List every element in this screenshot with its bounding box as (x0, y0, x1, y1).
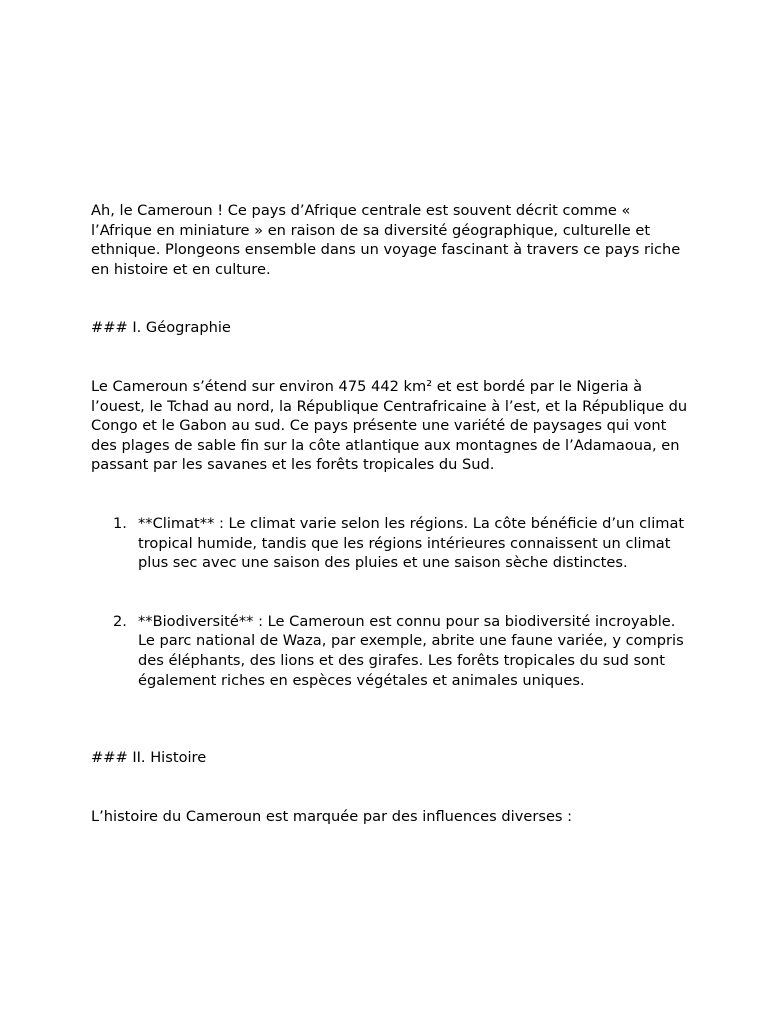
list-item (91, 514, 691, 573)
document-page (91, 201, 691, 826)
section-heading-histoire: ### II. Histoire (91, 749, 207, 767)
history-intro-paragraph: L’histoire du Cameroun est marquée par des influences diverses : (91, 807, 573, 825)
geography-paragraph: Le Cameroun s’étend sur environ 475 442 km² et est bordé par le Nigeria à l’ouest, le Tchad au nord, la République Centrafricaine à l’est, et la République du Congo et le Gabon au sud. Ce pays présente une variété de paysages qui vont des plages de sable fin sur la côte atlantique aux montagnes de l’Adamaoua, en passant par les savanes et les forêts tropicales du Sud. (91, 377, 688, 474)
geography-list (91, 514, 691, 690)
list-item (91, 612, 691, 690)
list-item-number: 2. (113, 612, 127, 630)
intro-paragraph: Ah, le Cameroun ! Ce pays d’Afrique centrale est souvent décrit comme « l’Afrique en miniature » en raison de sa diversité géographique, culturelle et ethnique. Plongeons ensemble dans un voyage fascinant à travers ce pays riche en histoire et en culture. (91, 202, 681, 278)
list-item-text: **Climat** : Le climat varie selon les régions. La côte bénéficie d’un climat tropical humide, tandis que les régions intérieures connaissent un climat plus sec avec une saison des pluies et une saison sèche distinctes. (138, 514, 685, 572)
list-item-text: **Biodiversité** : Le Cameroun est connu pour sa biodiversité incroyable. Le parc national de Waza, par exemple, abrite une faune variée, y compris des éléphants, des lions et des girafes. Les forêts tropicales du sud sont également riches en espèces végétales et animales uniques. (138, 612, 684, 689)
section-heading-geographie: ### I. Géographie (91, 319, 231, 337)
list-item-number: 1. (113, 514, 127, 532)
